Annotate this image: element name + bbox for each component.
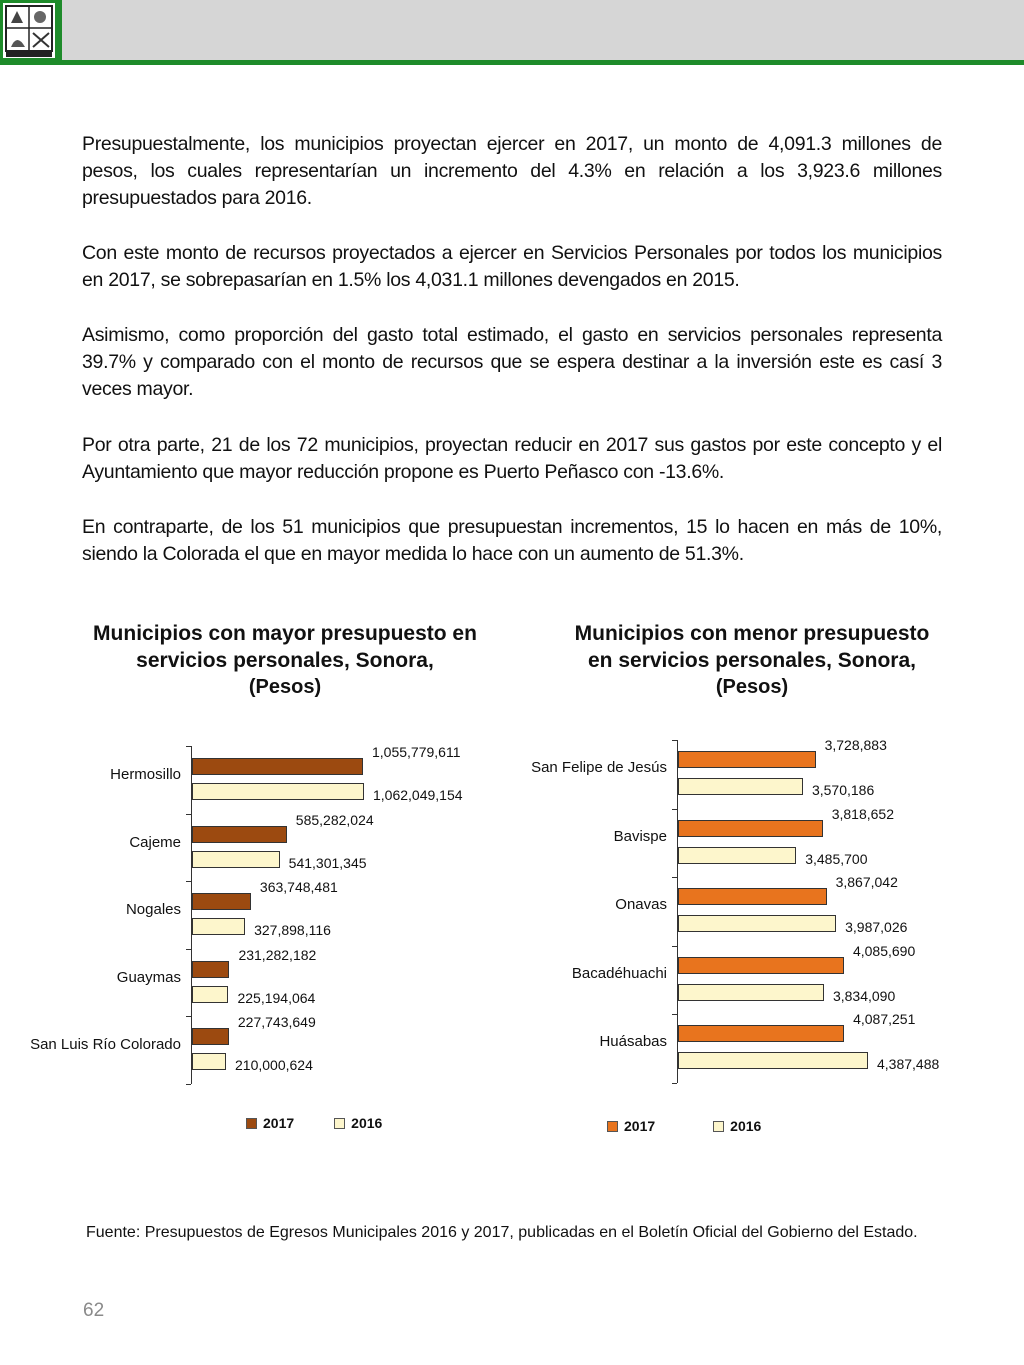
bar-2017 [678,751,816,768]
source-note: Fuente: Presupuestos de Egresos Municipales 2016 y 2017, publicadas en el Boletín Oficial del Gobierno del Estado. [86,1224,918,1241]
bar-2016 [192,783,364,800]
category-label: Guaymas [116,968,181,986]
chart-right-legend [607,1118,761,1134]
data-label: 541,301,345 [288,854,367,871]
legend-swatch-2017 [607,1121,618,1132]
data-label: 3,570,186 [811,782,875,798]
data-label: 3,485,700 [805,850,868,867]
data-label: 363,748,481 [259,879,338,895]
y-axis-tick [672,1083,677,1084]
y-axis-tick [186,1016,191,1017]
y-axis-tick [186,814,191,815]
bar-2016 [678,847,796,864]
category-label: Bavispe [613,827,667,845]
y-axis-tick [186,881,191,882]
paragraph-5: En contraparte, de los 51 municipios que presupuestan incrementos, 15 lo hacen en más de 10%, siendo la Colorada el que en mayor medida lo hace con un aumento de 51.3%. [82,516,942,565]
paragraph-2: Con este monto de recursos proyectados a ejercer en Servicios Personales por todos los municipios en 2017, se sobrepasarían en 1.5% los 4,031.1 millones devengados en 2015. [82,242,942,291]
category-label: Cajeme [129,833,181,851]
data-label: 327,898,116 [254,922,331,938]
category-label: San Luis Río Colorado [30,1036,181,1053]
data-label: 3,728,883 [824,737,887,753]
bar-2017 [192,758,363,775]
bar-2017 [192,826,287,843]
data-label: 1,055,779,611 [371,744,461,760]
category-label: Bacadéhuachi [571,964,667,982]
legend-swatch-2017 [246,1118,257,1129]
bar-2017 [192,1028,229,1045]
paragraph-3: Asimismo, como proporción del gasto total estimado, el gasto en servicios personales representa 39.7% y comparado con el monto de recursos que se espera destinar a la inversión este es casí 3 veces mayor. [82,324,942,400]
legend-label-2016: 2016 [730,1118,762,1134]
paragraph-1: Presupuestalmente, los municipios proyectan ejercer en 2017, un monto de 4,091.3 millones de pesos, los cuales representarían un incremento del 4.3% en relación a los 3,923.6 millones presupuestados para 2016. [82,133,942,209]
data-label: 3,987,026 [845,919,908,935]
y-axis-tick [672,877,677,878]
bar-2017 [678,957,844,974]
legend-label-2016: 2016 [351,1115,383,1131]
data-label: 4,085,690 [852,942,916,959]
header-green-stripe [0,60,1024,65]
category-label: San Felipe de Jesús [531,759,667,776]
data-label: 3,834,090 [832,987,896,1004]
page-header [0,0,1024,64]
data-label: 227,743,649 [237,1014,316,1030]
category-label: Onavas [615,896,667,913]
bar-2017 [678,1025,844,1042]
data-label: 4,087,251 [853,1011,916,1027]
data-label: 585,282,024 [295,811,374,828]
bar-2016 [192,851,280,868]
data-label: 3,818,652 [831,805,895,822]
bar-2016 [678,778,803,795]
data-label: 225,194,064 [237,989,316,1006]
paragraph-4: Por otra parte, 21 de los 72 municipios, proyectan reducir en 2017 sus gastos por este concepto y el Ayuntamiento que mayor reducción propone es Puerto Peñasco con -13.6%. [82,434,942,483]
data-label: 1,062,049,154 [373,787,463,803]
chart-left-legend [246,1115,382,1131]
bar-2017 [192,961,229,978]
bar-2017 [678,820,823,837]
chart-right-title [530,620,974,701]
y-axis-tick [672,1014,677,1015]
y-axis-tick [186,949,191,950]
y-axis-tick [672,809,677,810]
y-axis-tick [186,746,191,747]
page-number: 62 [83,1300,105,1321]
y-axis-tick [186,1084,191,1085]
chart-left-title-line1: Municipios con mayor presupuesto en [93,622,477,645]
bar-2016 [192,986,228,1003]
y-axis-tick [672,946,677,947]
bar-2016 [678,1052,868,1069]
chart-right-title-line2: en servicios personales, Sonora, [588,649,916,672]
bar-2016 [192,1053,226,1070]
bar-2017 [678,888,827,905]
legend-label-2017: 2017 [263,1115,295,1131]
chart-left-title [40,620,530,701]
chart-left-title-line3: (Pesos) [248,676,322,698]
bar-2016 [678,915,836,932]
bar-2016 [192,918,245,935]
bar-2017 [192,893,251,910]
legend-swatch-2016 [334,1118,345,1129]
category-label: Hermosillo [110,766,181,783]
chart-left-title-line2: servicios personales, Sonora, [136,649,434,672]
bar-2016 [678,984,824,1001]
legend-swatch-2016 [713,1121,724,1132]
category-label: Nogales [125,901,181,918]
data-label: 3,867,042 [835,874,898,890]
state-logo [0,0,62,64]
legend-label-2017: 2017 [624,1118,656,1134]
chart-right-title-line3: (Pesos) [715,676,789,698]
data-label: 210,000,624 [235,1057,313,1073]
data-label: 231,282,182 [238,946,317,963]
chart-right-title-line1: Municipios con menor presupuesto [574,622,930,645]
category-label: Huásabas [599,1033,667,1050]
coat-of-arms-icon [3,3,55,58]
data-label: 4,387,488 [877,1056,940,1072]
y-axis-tick [672,740,677,741]
